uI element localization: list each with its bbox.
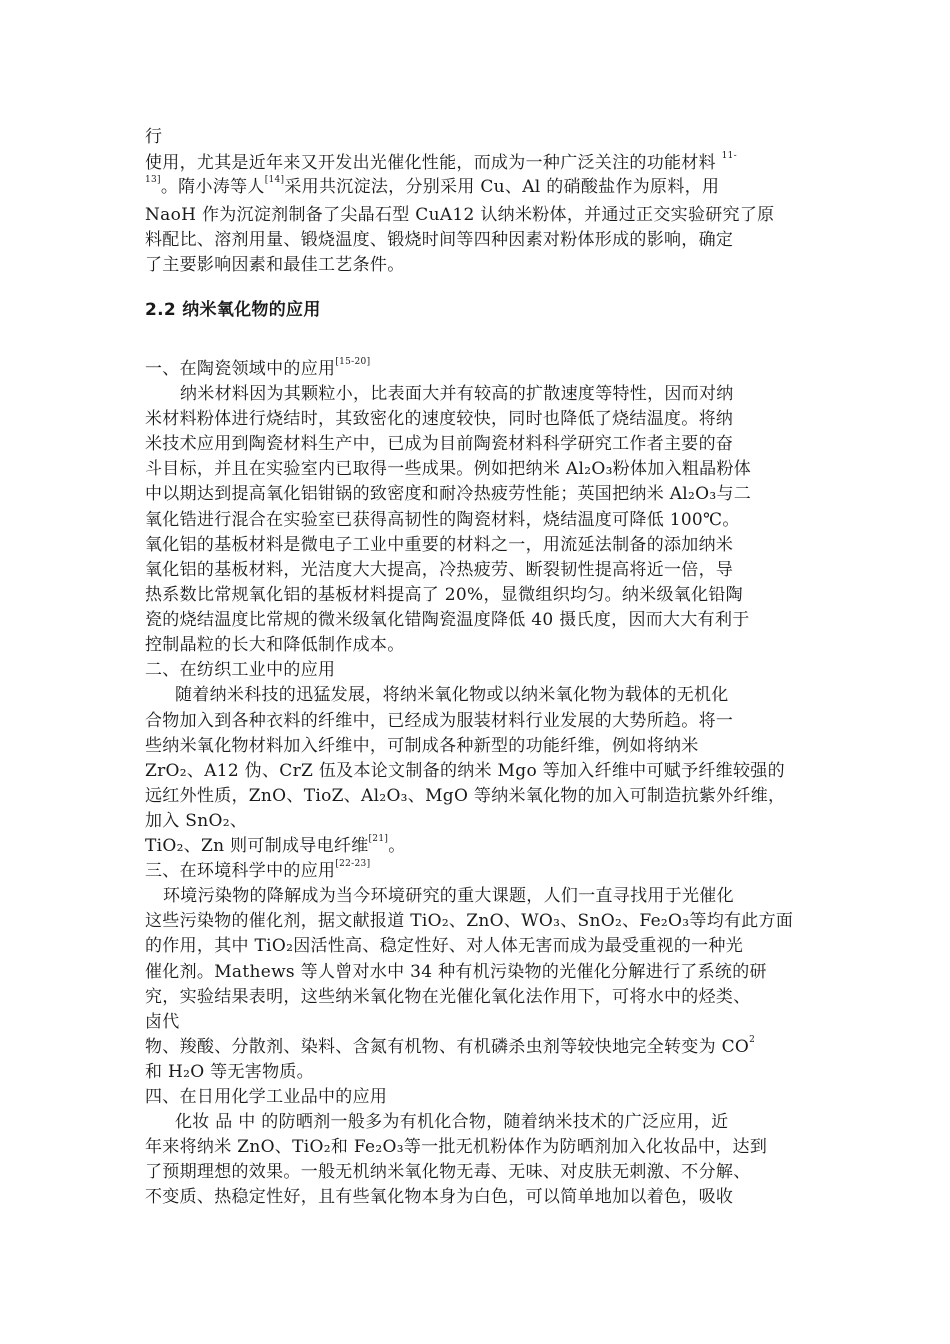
text-line: 催化剂。Mathews 等人曾对水中 34 种有机污染物的光催化分解进行了系统的研 (145, 962, 767, 982)
text-span: 三、在环境科学中的应用 (145, 861, 336, 881)
text-line: 瓷的烧结温度比常规的微米级氧化错陶瓷温度降低 40 摄氏度，因而大大有利于 (145, 610, 750, 630)
text-line: NaoH 作为沉淀剂制备了尖晶石型 CuA12 认纳米粉体，并通过正交实验研究了原 (145, 205, 775, 225)
text-line: 远红外性质，ZnO、TioZ、Al₂O₃、MgO 等纳米氧化物的加入可制造抗紫外纤维， (145, 786, 786, 806)
text-line: 和 H₂O 等无害物质。 (145, 1062, 314, 1082)
subsection-title (145, 357, 370, 381)
text-line: 环境污染物的降解成为当今环境研究的重大课题，人们一直寻找用于光催化 (163, 886, 734, 906)
citation: [22-23] (335, 859, 371, 869)
text-line: 年来将纳米 ZnO、TiO₂和 Fe₂O₃等一批无机粉体作为防晒剂加入化妆品中，达到 (145, 1137, 768, 1157)
text-line: 加入 SnO₂、 (145, 811, 248, 831)
text-span: 。 (388, 836, 406, 856)
text-line: 究，实验结果表明，这些纳米氧化物在光催化氧化法作用下，可将水中的烃类、 (145, 987, 751, 1007)
text-line: 氧化锆进行混合在实验室已获得高韧性的陶瓷材料，烧结温度可降低 100℃。 (145, 510, 740, 530)
text-line: ZrO₂、A12 伪、CrZ 伍及本论文制备的纳米 Mgo 等加入纤维中可赋予纤维较强的 (145, 761, 785, 781)
text-line: 卤代 (145, 1012, 180, 1032)
text-line: 合物加入到各种衣料的纤维中，已经成为服装材料行业发展的大势所趋。将一 (145, 711, 734, 731)
text-line: 米技术应用到陶瓷材料生产中，已成为目前陶瓷材料科学研究工作者主要的奋 (145, 434, 734, 454)
citation: 13] (145, 175, 161, 185)
text-line: 料配比、溶剂用量、锻烧温度、锻烧时间等四种因素对粉体形成的影响，确定 (145, 230, 734, 250)
subsection-title: 二、在纺织工业中的应用 (145, 660, 336, 680)
text-line: 些纳米氧化物材料加入纤维中，可制成各种新型的功能纤维，例如将纳米 (145, 736, 699, 756)
text-line: 氧化铝的基板材料，光洁度大大提高，冷热疲劳、断裂韧性提高将近一倍，导 (145, 560, 734, 580)
text-line: 行 (145, 127, 163, 147)
section-heading: 2.2 纳米氧化物的应用 (145, 300, 321, 320)
text-line (145, 175, 719, 199)
text-line: 的作用，其中 TiO₂因活性高、稳定性好、对人体无害而成为最受重视的一种光 (145, 936, 744, 956)
text-line: 米材料粉体进行烧结时，其致密化的速度较快，同时也降低了烧结温度。将纳 (145, 409, 734, 429)
text-line: 这些污染物的催化剂，据文献报道 TiO₂、ZnO、WO₃、SnO₂、Fe₂O₃等均有此方面 (145, 911, 794, 931)
citation: [21] (368, 834, 389, 844)
text-line: 化妆 品 中 的防晒剂一般多为有机化合物，随着纳米技术的广泛应用，近 (175, 1112, 729, 1132)
text-line (145, 1035, 755, 1059)
text-span: 。隋小涛等人 (160, 177, 265, 197)
text-line (145, 151, 737, 175)
text-line: 氧化铝的基板材料是微电子工业中重要的材料之一，用流延法制备的添加纳米 (145, 535, 734, 555)
text-span: 采用共沉淀法，分别采用 Cu、Al 的硝酸盐作为原料，用 (284, 177, 720, 197)
text-span: 一、在陶瓷领域中的应用 (145, 359, 336, 379)
text-line: 了预期理想的效果。一般无机纳米氧化物无毒、无味、对皮肤无刺激、不分解、 (145, 1162, 751, 1182)
citation: [14] (264, 175, 285, 185)
text-line: 中以期达到提高氧化铝钳锅的致密度和耐冷热疲劳性能；英国把纳米 Al₂O₃与二 (145, 484, 752, 504)
text-line: 控制晶粒的长大和降低制作成本。 (145, 635, 405, 655)
text-line: 纳米材料因为其颗粒小，比表面大并有较高的扩散速度等特性，因而对纳 (180, 384, 734, 404)
text-line: 斗目标，并且在实验室内已取得一些成果。例如把纳米 Al₂O₃粉体加入粗晶粉体 (145, 459, 752, 479)
subsection-title (145, 859, 370, 883)
superscript: 2 (749, 1035, 756, 1045)
text-span: TiO₂、Zn 则可制成导电纤维 (145, 836, 369, 856)
text-line (145, 834, 406, 858)
text-span: 物、羧酸、分散剂、染料、含氮有机物、有机磷杀虫剂等较快地完全转变为 CO (145, 1037, 750, 1057)
text-line: 热系数比常规氧化铝的基板材料提高了 20%，显微组织均匀。纳米级氧化铅陶 (145, 585, 743, 605)
text-line: 不变质、热稳定性好，且有些氧化物本身为白色，可以简单地加以着色，吸收 (145, 1187, 734, 1207)
text-span: 使用，尤其是近年来又开发出光催化性能，而成为一种广泛关注的功能材料 (145, 153, 716, 173)
text-line: 了主要影响因素和最佳工艺条件。 (145, 255, 405, 275)
citation: 11- (721, 151, 738, 161)
citation: [15-20] (335, 357, 371, 367)
subsection-title: 四、在日用化学工业品中的应用 (145, 1087, 388, 1107)
text-line: 随着纳米科技的迅猛发展，将纳米氧化物或以纳米氧化物为载体的无机化 (175, 685, 729, 705)
